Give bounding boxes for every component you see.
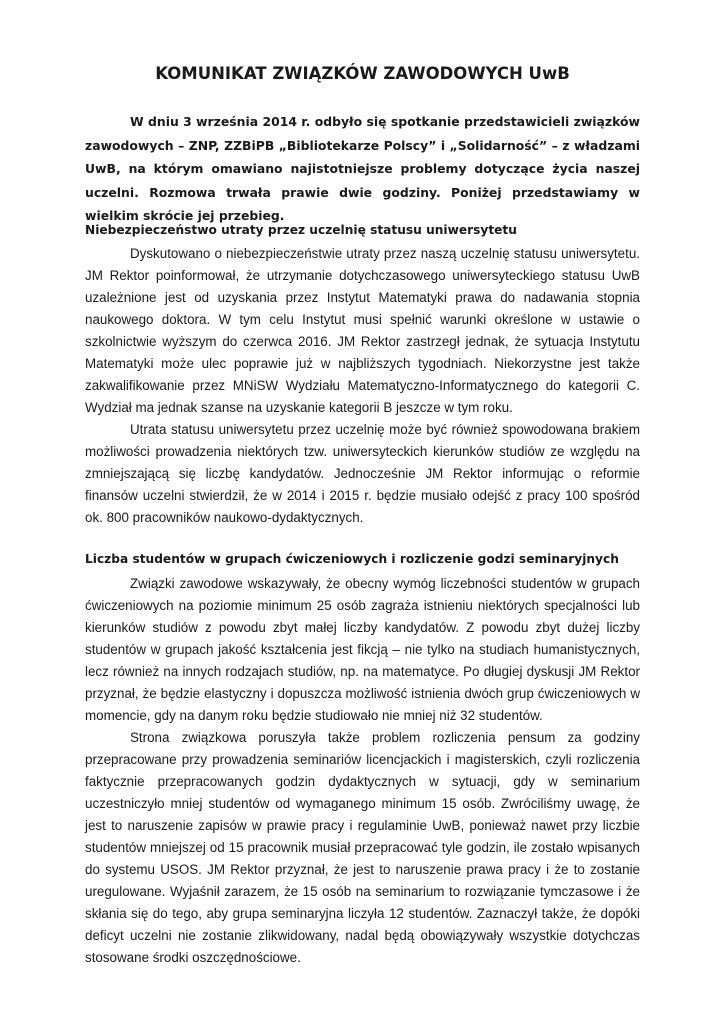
section-university-status <box>85 243 640 529</box>
section-heading-university-status: Niebezpieczeństwo utraty przez uczelnię statusu uniwersytetu <box>85 223 517 237</box>
document-title: KOMUNIKAT ZWIĄZKÓW ZAWODOWYCH UwB <box>155 64 570 83</box>
paragraph: Utrata statusu uniwersytetu przez uczelnię może być również spowodowana brakiem możliwości prowadzenia niektórych tzw. uniwersyteckich kierunków studiów ze względu na zmniejszającą się liczbę kandydatów. Jednocześnie JM Rektor informując o reformie finansów uczelni stwierdził, że w 2014 i 2015 r. będzie musiało odejść z pracy 100 spośród ok. 800 pracowników naukowo-dydaktycznych. <box>85 422 640 525</box>
paragraph: Dyskutowano o niebezpieczeństwie utraty przez naszą uczelnię statusu uniwersytetu. JM Rektor poinformował, że utrzymanie dotychczasowego uniwersyteckiego statusu UwB uzależnione jest od uzyskania przez Instytut Matematyki prawa do nadawania stopnia naukowego doktora. W tym celu Instytut musi spełnić warunki określone w ustawie o szkolnictwie wyższym do czerwca 2016. JM Rektor zastrzegł jednak, że sytuacja Instytutu Matematyki może ulec poprawie już w najbliższych tygodniach. Niekorzystne jest także zakwalifikowanie przez MNiSW Wydziału Matematyczno-Informatycznego do kategorii C. Wydział ma jednak szanse na uzyskanie kategorii B jeszcze w tym roku. <box>85 246 640 415</box>
intro-paragraph: W dniu 3 września 2014 r. odbyło się spotkanie przedstawicieli związków zawodowych – ZNP, ZZBiPB „Bibliotekarze Polscy” i „Solidarność” – z władzami UwB, na którym omawiano najistotniejsze problemy dotyczące życia naszej uczelni. Rozmowa trwała prawie dwie godziny. Poniżej przedstawiamy w wielkim skrócie jej przebieg. <box>85 114 640 224</box>
section-student-groups <box>85 573 640 969</box>
section-heading-student-groups: Liczba studentów w grupach ćwiczeniowych i rozliczenie godzi seminaryjnych <box>85 552 619 566</box>
paragraph: Strona związkowa poruszyła także problem rozliczenia pensum za godziny przepracowane przy prowadzenia seminariów licencjackich i magisterskich, czyli rozliczenia faktycznie przepracowanych godzin dydaktycznych w sytuacji, gdy w seminarium uczestniczyło mniej studentów od wymaganego minimum 15 osób. Zwróciliśmy uwagę, że jest to naruszenie zapisów w prawie pracy i regulaminie UwB, ponieważ nawet przy liczbie studentów mniejszej od 15 pracownik musiał przepracować tyle godzin, ile zostało wpisanych do systemu USOS. JM Rektor przyznał, że jest to naruszenie prawa pracy i że to zostanie uregulowane. Wyjaśnił zarazem, że 15 osób na seminarium to rozwiązanie tymczasowe i że skłania się do tego, aby grupa seminaryjna liczyła 12 studentów. Zaznaczył także, że dopóki deficyt uczelni nie zostanie zlikwidowany, nadal będą obowiązywały wszystkie dotychczas stosowane środki oszczędnościowe. <box>85 730 640 965</box>
paragraph: Związki zawodowe wskazywały, że obecny wymóg liczebności studentów w grupach ćwiczeniowych na poziomie minimum 25 osób zagraża istnieniu niektórych specjalności lub kierunków studiów z powodu zbyt małej liczby kandydatów. Z powodu zbyt dużej liczby studentów w grupach jakość kształcenia jest fikcją – nie tylko na studiach humanistycznych, lecz również na innych rodzajach studiów, np. na matematyce. Po długiej dyskusji JM Rektor przyznał, że będzie elastyczny i dopuszcza możliwość istnienia dwóch grup ćwiczeniowych w momencie, gdy na danym roku będzie studiowało nie mniej niż 32 studentów. <box>85 576 640 723</box>
